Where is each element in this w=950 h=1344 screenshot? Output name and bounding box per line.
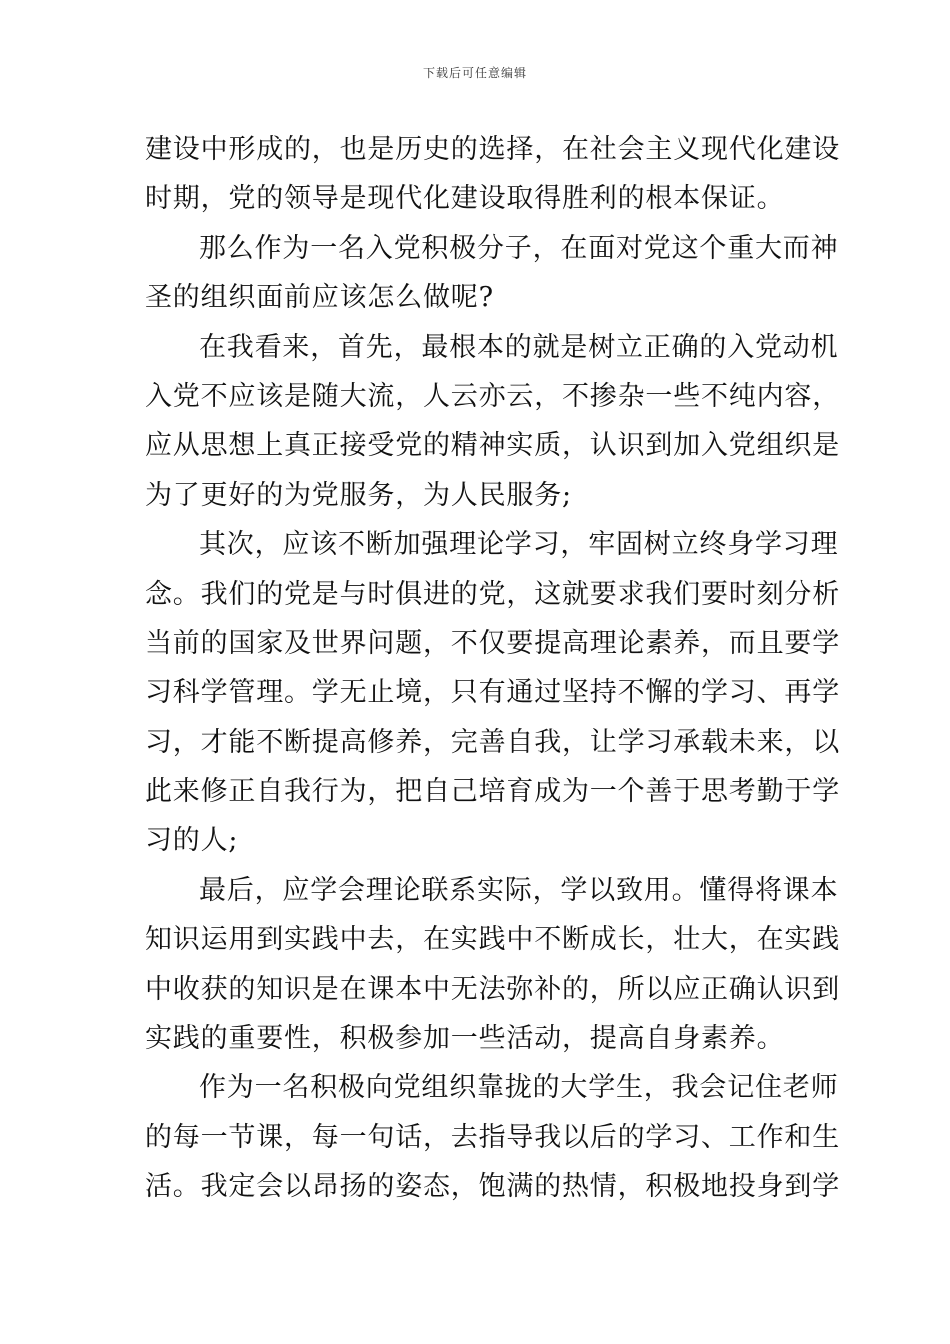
text-line: 圣的组织面前应该怎么做呢? (145, 282, 494, 314)
text-line: 习，才能不断提高修养，完善自我，让学习承载未来，以 (145, 726, 840, 758)
page-header: 下载后可任意编辑 (422, 66, 527, 80)
text-line: 建设中形成的，也是历史的选择，在社会主义现代化建设 (145, 134, 840, 165)
text-line: 应从思想上真正接受党的精神实质，认识到加入党组织是 (145, 430, 840, 462)
text-line: 在我看来，首先，最根本的就是树立正确的入党动机 (199, 331, 839, 363)
text-line: 中收获的知识是在课本中无法弥补的，所以应正确认识到 (145, 973, 840, 1005)
text-line: 那么作为一名入党积极分子，在面对党这个重大而神 (199, 232, 839, 264)
text-line: 为了更好的为党服务，为人民服务; (145, 479, 572, 511)
text-line: 最后，应学会理论联系实际，学以致用。懂得将课本 (199, 874, 839, 906)
text-line: 入党不应该是随大流，人云亦云，不掺杂一些不纯内容， (145, 380, 840, 412)
text-line: 习科学管理。学无止境，只有通过坚持不懈的学习、再学 (145, 677, 840, 709)
text-line: 其次，应该不断加强理论学习，牢固树立终身学习理 (199, 529, 839, 561)
text-line: 时期，党的领导是现代化建设取得胜利的根本保证。 (145, 183, 785, 215)
text-line: 作为一名积极向党组织靠拢的大学生，我会记住老师 (199, 1072, 839, 1104)
text-line: 念。我们的党是与时俱进的党，这就要求我们要时刻分析 (145, 578, 840, 610)
text-line: 活。我定会以昂扬的姿态，饱满的热情，积极地投身到学 (145, 1171, 840, 1203)
text-line: 的每一节课，每一句话，去指导我以后的学习、工作和生 (145, 1121, 840, 1153)
text-line: 习的人; (145, 825, 239, 857)
document-body (145, 125, 840, 1212)
text-line: 此来修正自我行为，把自己培育成为一个善于思考勤于学 (145, 776, 840, 808)
text-line: 知识运用到实践中去，在实践中不断成长，壮大，在实践 (145, 924, 840, 956)
text-line: 实践的重要性，积极参加一些活动，提高自身素养。 (145, 1023, 785, 1055)
text-line: 当前的国家及世界问题，不仅要提高理论素养，而且要学 (145, 627, 840, 659)
